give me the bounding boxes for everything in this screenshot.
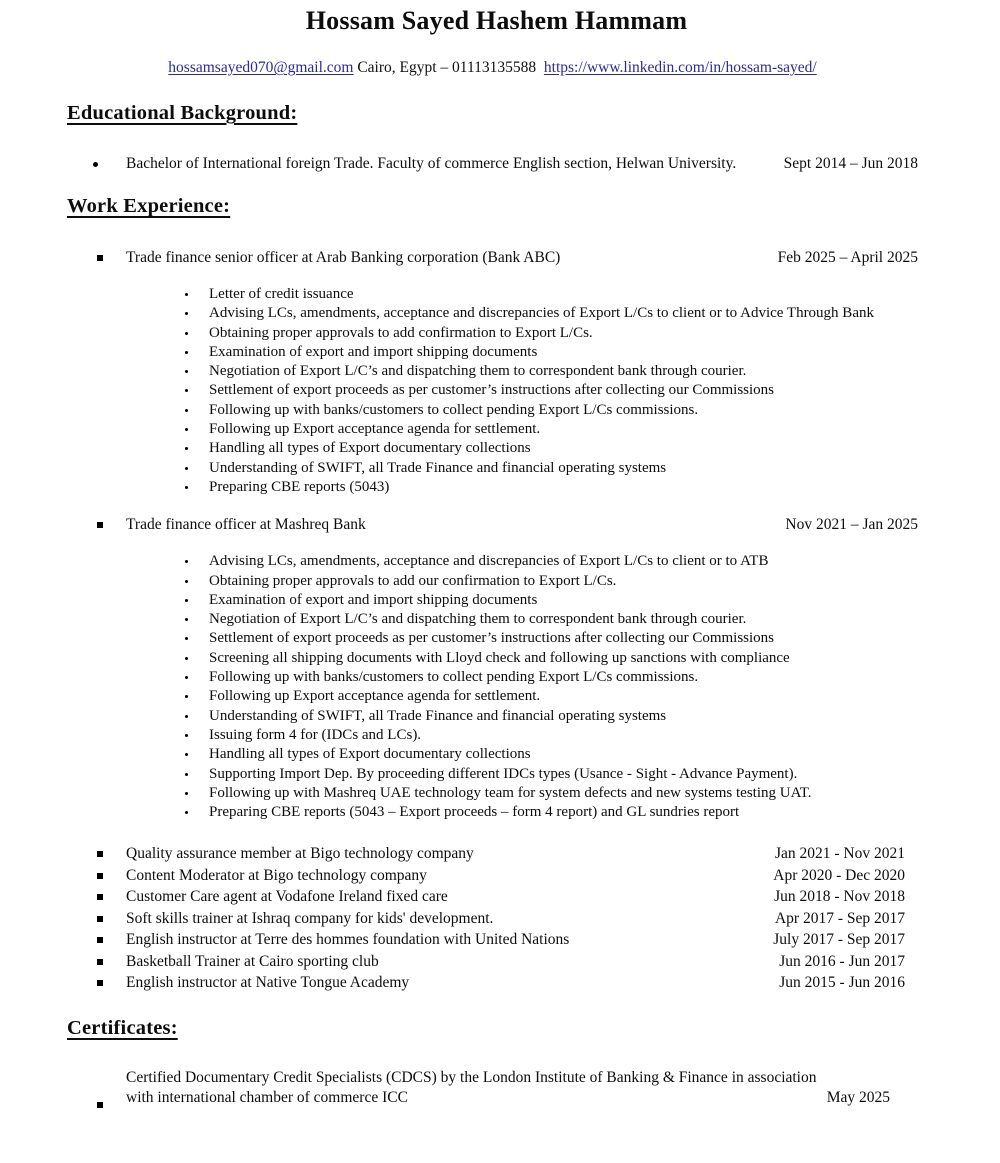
job-title: Trade finance officer at Mashreq Bank [126,516,366,534]
job-row [67,929,918,951]
job-row [67,248,918,268]
bullet-dot-icon [185,618,188,621]
job-row [67,908,918,930]
bullet-dot-icon [185,428,188,431]
bullet-dot-icon [185,715,188,718]
job-date: July 2017 - Sep 2017 [773,931,905,949]
bullet-dot-icon [185,409,188,412]
contact-line [67,58,918,77]
bullet-dot-icon [185,486,188,489]
job-title: English instructor at Terre des hommes foundation with United Nations [126,931,570,949]
bullet-dot-icon [185,657,188,660]
duty-item: Negotiation of Export L/C’s and dispatching them to correspondent bank through courier. [67,610,918,629]
job-title: Customer Care agent at Vodafone Ireland fixed care [126,888,448,906]
duty-item: Letter of credit issuance [67,285,918,304]
duty-item: Issuing form 4 for (IDCs and LCs). [67,726,918,745]
bullet-square-icon [97,980,103,986]
duty-item: Preparing CBE reports (5043 – Export proceeds – form 4 report) and GL sundries report [67,803,918,822]
bullet-square-icon [97,851,103,857]
job-date: Jun 2015 - Jun 2016 [779,974,905,992]
contact-spacer [536,59,544,76]
certificate-text: Certified Documentary Credit Specialists (CDCS) by the London Institute of Banking & Finance in association with international chamber of commerce ICC [126,1068,817,1106]
duty-item: Advising LCs, amendments, acceptance and discrepancies of Export L/Cs to client or to Advice Through Bank [67,304,918,323]
duty-item: Following up with Mashreq UAE technology team for system defects and new systems testing UAT. [67,784,918,803]
bullet-dot-icon [185,293,188,296]
section-heading-work: Work Experience: [67,195,231,217]
bullet-dot-icon [93,162,98,167]
job-date: Jun 2016 - Jun 2017 [779,952,905,970]
duty-item: Settlement of export proceeds as per customer’s instructions after collecting our Commissions [67,629,918,648]
job-title: Content Moderator at Bigo technology company [126,866,427,884]
job-title: Soft skills trainer at Ishraq company for kids' development. [126,909,494,927]
duty-item: Obtaining proper approvals to add confirmation to Export L/Cs. [67,324,918,343]
job-date: Apr 2017 - Sep 2017 [774,909,905,927]
job-title: Basketball Trainer at Cairo sporting club [126,952,379,970]
bullet-dot-icon [185,370,188,373]
education-text: Bachelor of International foreign Trade. Faculty of commerce English section, Helwan University. [126,155,737,172]
bullet-dot-icon [185,753,188,756]
bullet-dot-icon [185,312,188,315]
duty-item: Preparing CBE reports (5043) [67,478,918,497]
bullet-dot-icon [185,676,188,679]
section-heading-certificates: Certificates: [67,1016,178,1039]
duty-item: Following up Export acceptance agenda for settlement. [67,687,918,706]
bullet-dot-icon [185,560,188,563]
duty-item: Supporting Import Dep. By proceeding different IDCs types (Usance - Sight - Advance Payment). [67,765,918,784]
duty-item: Understanding of SWIFT, all Trade Finance and financial operating systems [67,707,918,726]
bullet-square-icon [97,1102,103,1108]
duty-item: Screening all shipping documents with Lloyd check and following up sanctions with compliance [67,649,918,668]
duty-item: Settlement of export proceeds as per customer’s instructions after collecting our Commissions [67,381,918,400]
job-title: Trade finance senior officer at Arab Banking corporation (Bank ABC) [126,249,561,266]
bullet-dot-icon [185,599,188,602]
bullet-square-icon [97,916,103,922]
duty-item: Handling all types of Export documentary collections [67,745,918,764]
job-row [67,972,918,994]
linkedin-link[interactable]: https://www.linkedin.com/in/hossam-sayed/ [543,59,817,76]
job-row [67,951,918,973]
bullet-dot-icon [185,351,188,354]
bullet-dot-icon [185,734,188,737]
education-date: Sept 2014 – Jun 2018 [783,155,918,172]
duty-item: Obtaining proper approvals to add our confirmation to Export L/Cs. [67,572,918,591]
other-jobs-list [67,843,918,994]
section-heading-education: Educational Background: [67,102,298,124]
job-row [67,515,918,535]
bullet-dot-icon [185,637,188,640]
job-date: Nov 2021 – Jan 2025 [785,516,918,534]
job-duties-list [67,552,918,822]
duty-item: Following up with banks/customers to collect pending Export L/Cs commissions. [67,401,918,420]
bullet-dot-icon [185,389,188,392]
bullet-square-icon [97,255,103,261]
bullet-square-icon [97,959,103,965]
bullet-square-icon [97,894,103,900]
duty-item: Following up with banks/customers to collect pending Export L/Cs commissions. [67,668,918,687]
email-link[interactable]: hossamsayed070@gmail.com [168,59,354,76]
job-date: Jun 2018 - Nov 2018 [774,888,905,906]
duty-item: Following up Export acceptance agenda for settlement. [67,420,918,439]
bullet-dot-icon [185,332,188,335]
duty-item: Examination of export and import shipping documents [67,591,918,610]
certificate-date: May 2025 [826,1088,890,1106]
duty-item: Negotiation of Export L/C’s and dispatching them to correspondent bank through courier. [67,362,918,381]
job-date: Jan 2021 - Nov 2021 [774,845,905,863]
job-title: English instructor at Native Tongue Academy [126,974,410,992]
job-row [67,865,918,887]
page-title: Hossam Sayed Hashem Hammam [305,6,688,35]
bullet-dot-icon [185,467,188,470]
job-date: Feb 2025 – April 2025 [777,249,918,266]
certificate-item [67,1068,918,1108]
job-date: Apr 2020 - Dec 2020 [773,866,905,884]
duty-item: Advising LCs, amendments, acceptance and discrepancies of Export L/Cs to client or to ATB [67,552,918,571]
bullet-square-icon [97,937,103,943]
bullet-dot-icon [185,447,188,450]
bullet-dot-icon [185,695,188,698]
duty-item: Examination of export and import shipping documents [67,343,918,362]
bullet-square-icon [97,522,103,528]
job-duties-list [67,285,918,497]
bullet-dot-icon [185,811,188,814]
job-row [67,843,918,865]
job-row [67,886,918,908]
contact-location-phone: Cairo, Egypt – 01113135588 [357,59,537,76]
bullet-square-icon [97,873,103,879]
job-title: Quality assurance member at Bigo technology company [126,845,474,863]
bullet-dot-icon [185,792,188,795]
bullet-dot-icon [185,773,188,776]
duty-item: Handling all types of Export documentary collections [67,439,918,458]
duty-item: Understanding of SWIFT, all Trade Finance and financial operating systems [67,459,918,478]
education-item [67,154,918,174]
bullet-dot-icon [185,580,188,583]
